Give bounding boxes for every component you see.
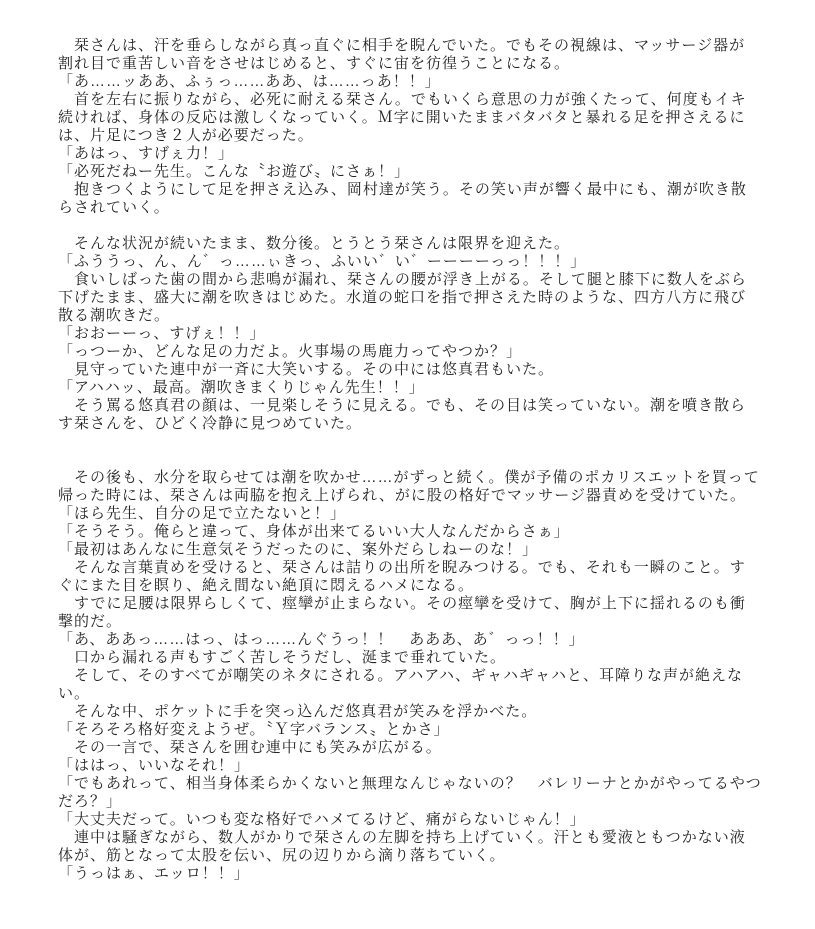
text-line: そんな状況が続いたまま、数分後。とうとう栞さんは限界を迎えた。 bbox=[58, 235, 571, 252]
text-line: だろ？」 bbox=[58, 793, 123, 810]
text-line: 「ほら先生、自分の足で立たないと！」 bbox=[58, 505, 347, 522]
text-line: 「ははっ、いいなそれ！」 bbox=[58, 757, 251, 774]
text-line: 「でもあれって、相当身体柔らかくないと無理なんじゃないの？ バレリーナとかがやってるやつ bbox=[58, 775, 762, 792]
text-line: 「あ……ッああ、ふぅっ……ああ、は……っあ！！」 bbox=[58, 73, 441, 90]
text-line: 「アハハッ、最高。潮吹きまくりじゃん先生！！」 bbox=[58, 379, 425, 396]
text-line: 「っつーか、どんな足の力だよ。火事場の馬鹿力ってやつか？」 bbox=[58, 343, 523, 360]
text-line: そう罵る悠真君の顔は、一見楽しそうに見える。でも、その目は笑っていない。潮を噴き散ら bbox=[58, 397, 747, 414]
text-line: い。 bbox=[58, 685, 91, 702]
text-line: 「そうそう。俺らと違って、身体が出来てるいい大人なんだからさぁ」 bbox=[58, 523, 570, 540]
document-text bbox=[58, 37, 762, 883]
blank-line bbox=[58, 433, 747, 451]
text-line: ぐにまた目を瞑り、絶え間ない絶頂に悶えるハメになる。 bbox=[58, 577, 475, 594]
text-line: 帰った時には、栞さんは両脇を抱え上げられ、がに股の格好でマッサージ器責めを受けていた。 bbox=[58, 487, 747, 504]
text-line: 体が、筋となって太股を伝い、尻の辺りから滴り落ちていく。 bbox=[58, 847, 506, 864]
text-line: その後も、水分を取らせては潮を吹かせ……がずっと続く。僕が予備のポカリスエットを買って bbox=[58, 469, 760, 486]
text-line: 抱きつくようにして足を押さえ込み、岡村達が笑う。その笑い声が響く最中にも、潮が吹き散 bbox=[58, 181, 747, 198]
text-line: 「あ、ああっ……はっ、はっ……んぐうっ！！ あああ、あ゛っっ！！」 bbox=[58, 631, 585, 648]
text-line: 「必死だねー先生。こんな〝お遊び〟にさぁ！」 bbox=[58, 163, 411, 180]
text-line: 「ふううっ、ん、ん゛っ……ぃきっ、ふいい゛い゛ーーーーっっ！！！」 bbox=[58, 253, 587, 270]
text-line: 割れ目で重苦しい音をさせはじめると、すぐに宙を彷徨うことになる。 bbox=[58, 55, 571, 72]
text-line: 口から漏れる声もすごく苦しそうだし、涎まで垂れていた。 bbox=[58, 649, 507, 666]
text-line: そして、そのすべてが嘲笑のネタにされる。アハアハ、ギャハギャハと、耳障りな声が絶えな bbox=[58, 667, 744, 684]
text-line: すでに足腰は限界らしくて、痙攣が止まらない。その痙攣を受けて、胸が上下に揺れるのも衝 bbox=[58, 595, 746, 612]
text-line: 「おおーーっ、すげぇ！！」 bbox=[58, 325, 266, 342]
text-line: そんな中、ポケットに手を突っ込んだ悠真君が笑みを浮かべた。 bbox=[58, 703, 538, 720]
text-line: 「うっはぁ、エッロ！！」 bbox=[58, 865, 250, 882]
text-line: 食いしばった歯の間から悲鳴が漏れ、栞さんの腰が浮き上がる。そして腿と膝下に数人をぶら bbox=[58, 271, 747, 288]
text-line: 首を左右に振りながら、必死に耐える栞さん。でもいくら意思の力が強くたって、何度もイキ bbox=[58, 91, 747, 108]
text-line: 「大丈夫だって。いつも変な格好でハメてるけど、痛がらないじゃん！」 bbox=[58, 811, 586, 828]
text-line: は、片足につき２人が必要だった。 bbox=[58, 127, 314, 144]
text-line: 「あはっ、すげぇ力！」 bbox=[58, 145, 235, 162]
text-line: 撃的だ。 bbox=[58, 613, 123, 630]
text-line: その一言で、栞さんを囲む連中にも笑みが広がる。 bbox=[58, 739, 442, 756]
text-line: 「最初はあんなに生意気そうだったのに、案外だらしねーのな！」 bbox=[58, 541, 539, 558]
text-line: 連中は騒ぎながら、数人がかりで栞さんの左脚を持ち上げていく。汗とも愛液ともつかない液 bbox=[58, 829, 746, 846]
text-line: 続ければ、身体の反応は激しくなっていく。Ｍ字に開いたままバタバタと暴れる足を押さえるに bbox=[58, 109, 746, 126]
text-line: 見守っていた連中が一斉に大笑いする。その中には悠真君もいた。 bbox=[58, 361, 555, 378]
text-line: そんな言葉責めを受けると、栞さんは詰りの出所を睨みつける。でも、それも一瞬のこと。す bbox=[58, 559, 746, 576]
text-line: らされていく。 bbox=[58, 199, 170, 216]
text-line: 「そろそろ格好変えようぜ。〝Ｙ字バランス〟とかさ」 bbox=[58, 721, 450, 738]
blank-line bbox=[58, 217, 747, 235]
text-line: 下げたまま、盛大に潮を吹きはじめた。水道の蛇口を指で押さえた時のような、四方八方に飛び bbox=[58, 289, 747, 306]
text-line: 散る潮吹きだ。 bbox=[58, 307, 171, 324]
text-line: す栞さんを、ひどく冷静に見つめていた。 bbox=[58, 415, 363, 432]
text-line: 栞さんは、汗を垂らしながら真っ直ぐに相手を睨んでいた。でもその視線は、マッサージ器が bbox=[58, 37, 746, 54]
blank-line bbox=[58, 451, 747, 469]
